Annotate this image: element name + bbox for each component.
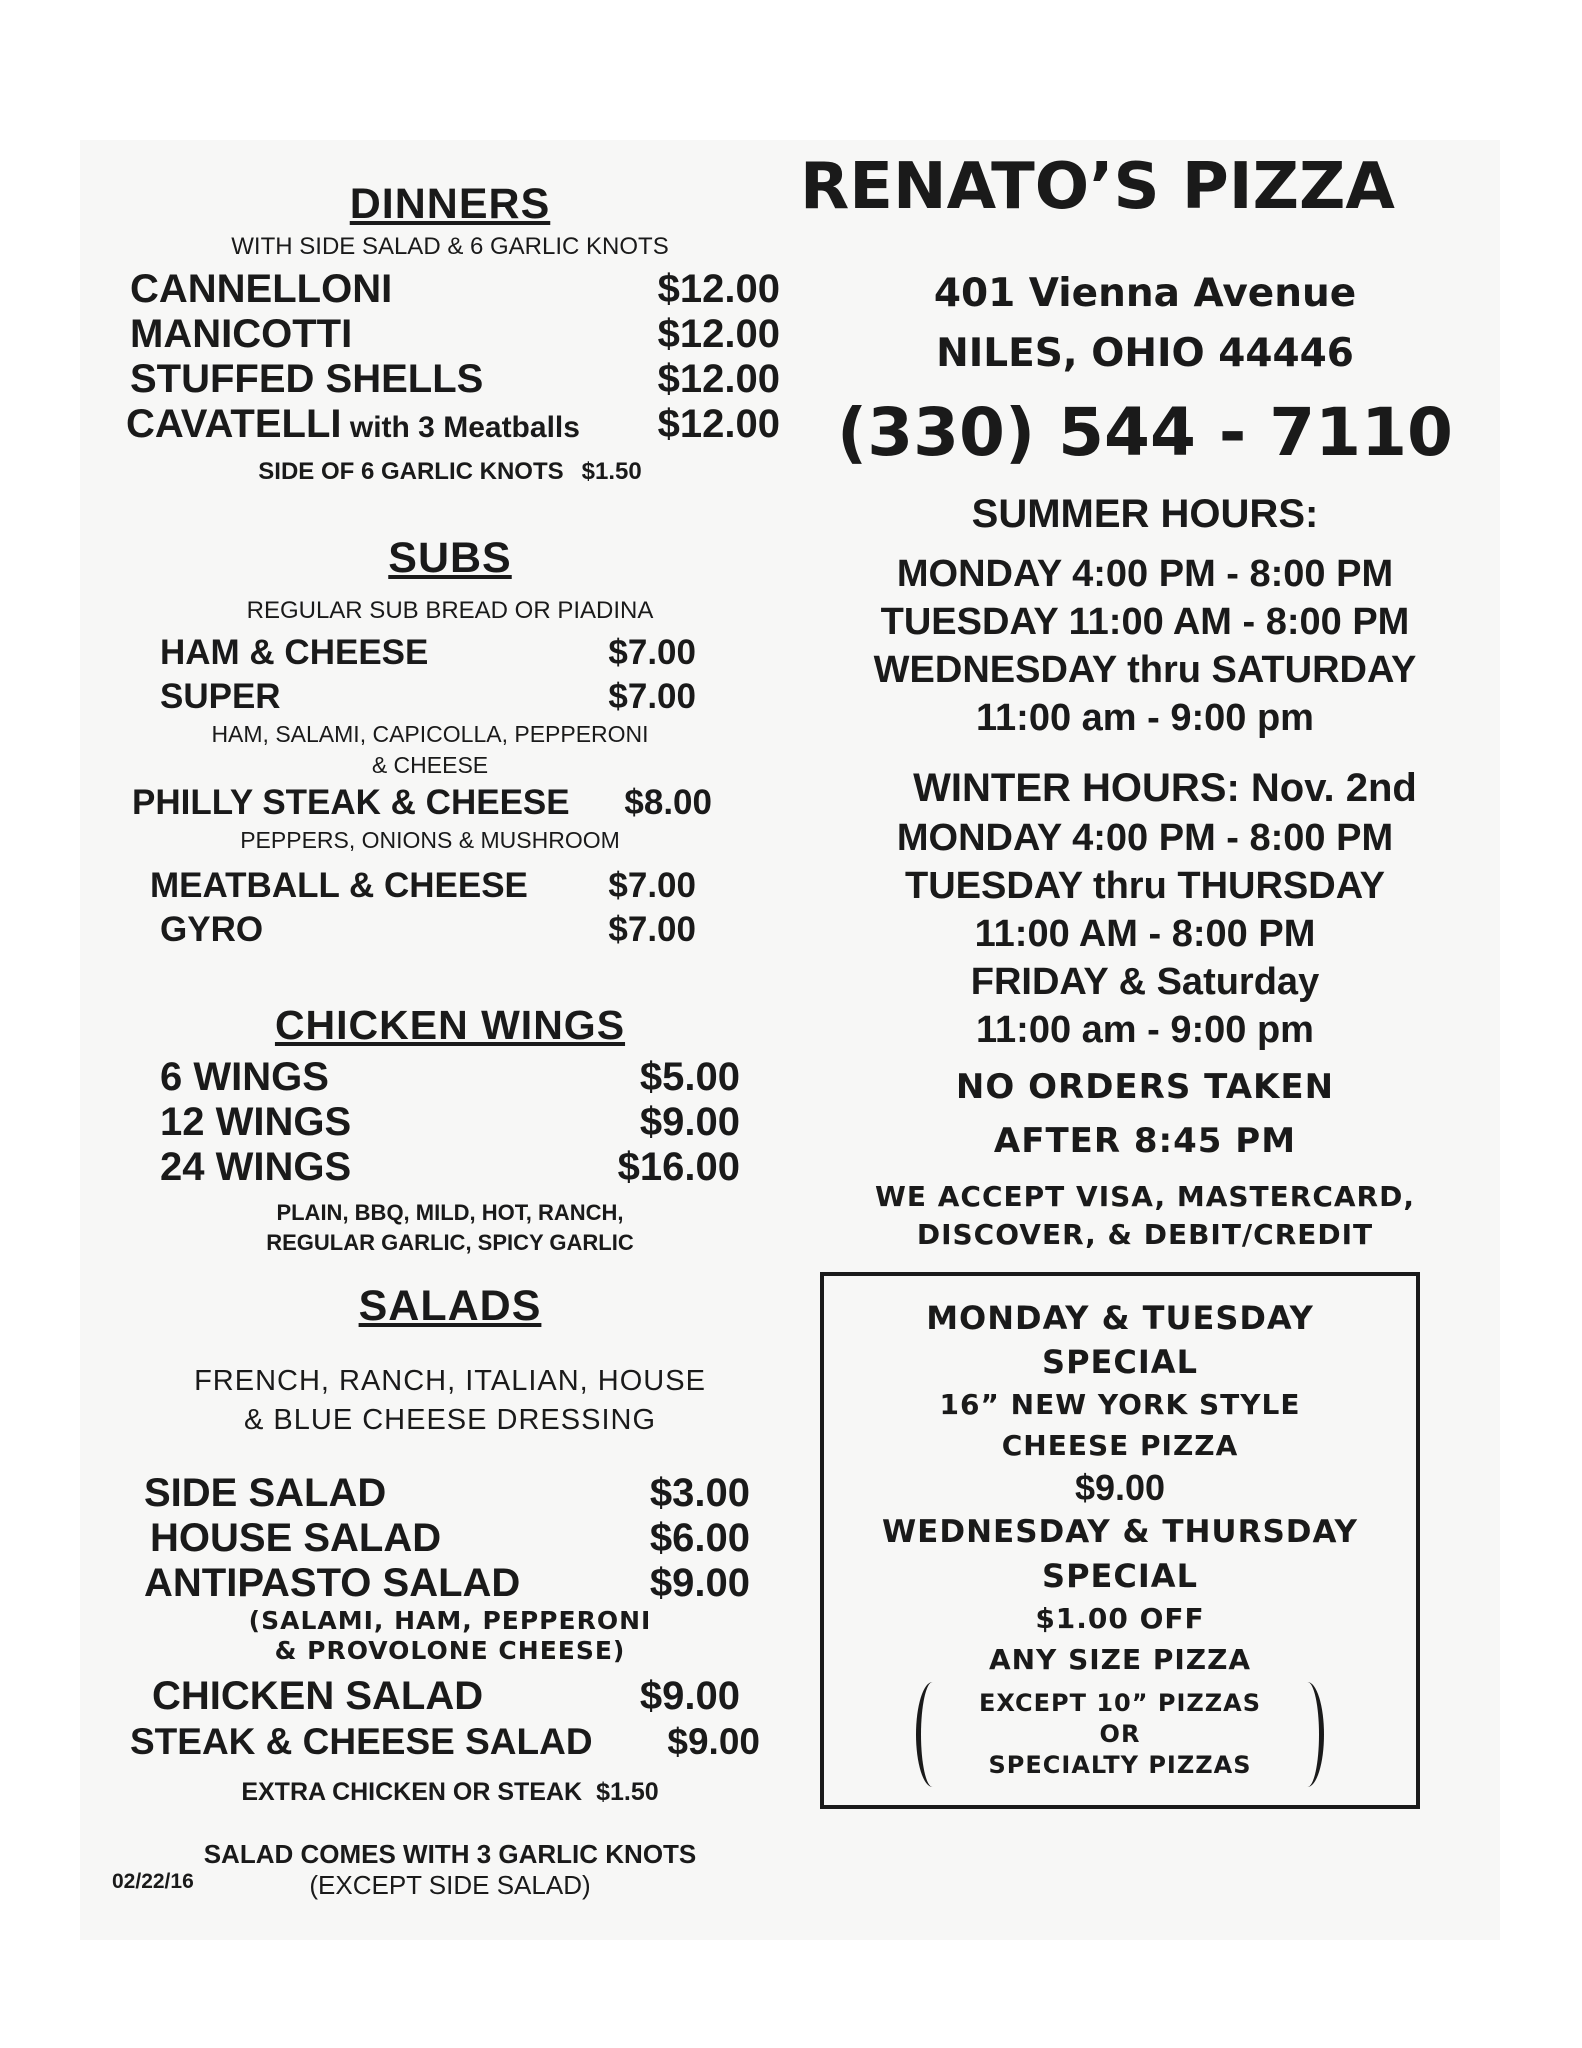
hours-line: 11:00 am - 9:00 pm bbox=[976, 1009, 1314, 1051]
wing-flavors: REGULAR GARLIC, SPICY GARLIC bbox=[266, 1230, 634, 1255]
specials-box bbox=[820, 1272, 1420, 1809]
special-exclusions: EXCEPT 10” PIZZAS OR SPECIALTY PIZZAS bbox=[930, 1688, 1310, 1781]
wing-flavors: PLAIN, BBQ, MILD, HOT, RANCH, bbox=[276, 1200, 624, 1225]
item-description: (SALAMI, HAM, PEPPERONI bbox=[248, 1606, 652, 1635]
menu-item: SIDE SALAD $3.00 bbox=[144, 1471, 750, 1515]
menu-item: CHICKEN SALAD $9.00 bbox=[152, 1674, 740, 1718]
menu-item: 12 WINGS $9.00 bbox=[160, 1100, 740, 1144]
close-paren-icon bbox=[1291, 1682, 1324, 1787]
payment-methods: WE ACCEPT VISA, MASTERCARD, bbox=[875, 1180, 1415, 1213]
special-line: SPECIAL bbox=[1042, 1343, 1198, 1381]
right-column bbox=[800, 150, 1490, 1809]
menu-item: CANNELLONI $12.00 bbox=[130, 267, 780, 311]
menu-item: MEATBALL & CHEESE $7.00 bbox=[150, 866, 696, 905]
menu-item: HOUSE SALAD $6.00 bbox=[150, 1516, 750, 1560]
item-description: & CHEESE bbox=[371, 752, 489, 778]
summer-hours-title: SUMMER HOURS: bbox=[971, 492, 1319, 536]
menu-item: PHILLY STEAK & CHEESE $8.00 bbox=[132, 783, 712, 822]
item-description: HAM, SALAMI, CAPICOLLA, PEPPERONI bbox=[211, 721, 649, 747]
hours-line: FRIDAY & Saturday bbox=[970, 961, 1320, 1003]
menu-item: 6 WINGS $5.00 bbox=[160, 1055, 740, 1099]
dressing-options: FRENCH, RANCH, ITALIAN, HOUSE bbox=[194, 1365, 706, 1397]
hours-line: MONDAY 4:00 PM - 8:00 PM bbox=[896, 817, 1394, 859]
address-line: 401 Vienna Avenue bbox=[933, 271, 1357, 316]
hours-line: MONDAY 4:00 PM - 8:00 PM bbox=[896, 553, 1394, 595]
winter-hours-title: WINTER HOURS: Nov. 2nd bbox=[913, 766, 1417, 810]
item-description: & PROVOLONE CHEESE) bbox=[274, 1636, 626, 1665]
extra-protein: EXTRA CHICKEN OR STEAK $1.50 bbox=[241, 1778, 659, 1806]
hours-line: TUESDAY 11:00 AM - 8:00 PM bbox=[880, 601, 1410, 643]
menu-date: 02/22/16 bbox=[112, 1870, 194, 1893]
menu-item: GYRO $7.00 bbox=[160, 910, 696, 949]
special-line: MONDAY & TUESDAY bbox=[926, 1299, 1314, 1337]
hours-line: 11:00 AM - 8:00 PM bbox=[974, 913, 1316, 955]
wings-title: CHICKEN WINGS bbox=[274, 1002, 626, 1048]
salad-knots-note: (EXCEPT SIDE SALAD) bbox=[309, 1870, 591, 1900]
special-line: WEDNESDAY & THURSDAY bbox=[881, 1514, 1359, 1550]
garlic-knots-side: SIDE OF 6 GARLIC KNOTS $1.50 bbox=[258, 458, 642, 485]
dressing-options: & BLUE CHEESE DRESSING bbox=[244, 1404, 656, 1436]
salad-knots-note: SALAD COMES WITH 3 GARLIC KNOTS bbox=[203, 1839, 697, 1869]
special-line: SPECIAL bbox=[1042, 1557, 1198, 1595]
special-line: CHEESE PIZZA bbox=[1001, 1429, 1239, 1462]
left-column bbox=[126, 180, 780, 1901]
payment-methods: DISCOVER, & DEBIT/CREDIT bbox=[916, 1218, 1374, 1251]
salads-title: SALADS bbox=[358, 1282, 542, 1330]
hours-line: TUESDAY thru THURSDAY bbox=[904, 865, 1385, 907]
subs-title: SUBS bbox=[388, 534, 512, 582]
menu-item: MANICOTTI $12.00 bbox=[130, 312, 780, 356]
shop-name: RENATO’S PIZZA bbox=[800, 150, 1395, 224]
hours-line: WEDNESDAY thru SATURDAY bbox=[873, 649, 1417, 691]
menu-item-cavatelli: CAVATELLI with 3 Meatballs $12.00 bbox=[126, 402, 780, 446]
menu-item: SUPER $7.00 bbox=[160, 677, 696, 716]
special-price: $9.00 bbox=[1074, 1467, 1166, 1508]
dinners-title: DINNERS bbox=[349, 180, 551, 228]
special-line: 16” NEW YORK STYLE bbox=[939, 1388, 1301, 1421]
special-line: ANY SIZE PIZZA bbox=[988, 1643, 1252, 1676]
order-cutoff: AFTER 8:45 PM bbox=[993, 1121, 1297, 1161]
menu-item: HAM & CHEESE $7.00 bbox=[160, 633, 696, 672]
menu-item: STEAK & CHEESE SALAD $9.00 bbox=[130, 1721, 760, 1762]
phone-number: (330) 544 - 7110 bbox=[837, 394, 1453, 471]
menu-item: ANTIPASTO SALAD $9.00 bbox=[144, 1561, 750, 1605]
dinners-subtitle: WITH SIDE SALAD & 6 GARLIC KNOTS bbox=[231, 233, 669, 260]
order-cutoff: NO ORDERS TAKEN bbox=[955, 1067, 1335, 1107]
hours-line: 11:00 am - 9:00 pm bbox=[976, 697, 1314, 739]
menu-item: 24 WINGS $16.00 bbox=[160, 1145, 740, 1189]
item-description: PEPPERS, ONIONS & MUSHROOM bbox=[240, 827, 620, 853]
menu-item: STUFFED SHELLS $12.00 bbox=[130, 357, 780, 401]
special-line: $1.00 OFF bbox=[1035, 1602, 1205, 1635]
address-line: NILES, OHIO 44446 bbox=[936, 331, 1354, 376]
open-paren-icon bbox=[916, 1682, 949, 1787]
subs-subtitle: REGULAR SUB BREAD OR PIADINA bbox=[246, 597, 654, 624]
